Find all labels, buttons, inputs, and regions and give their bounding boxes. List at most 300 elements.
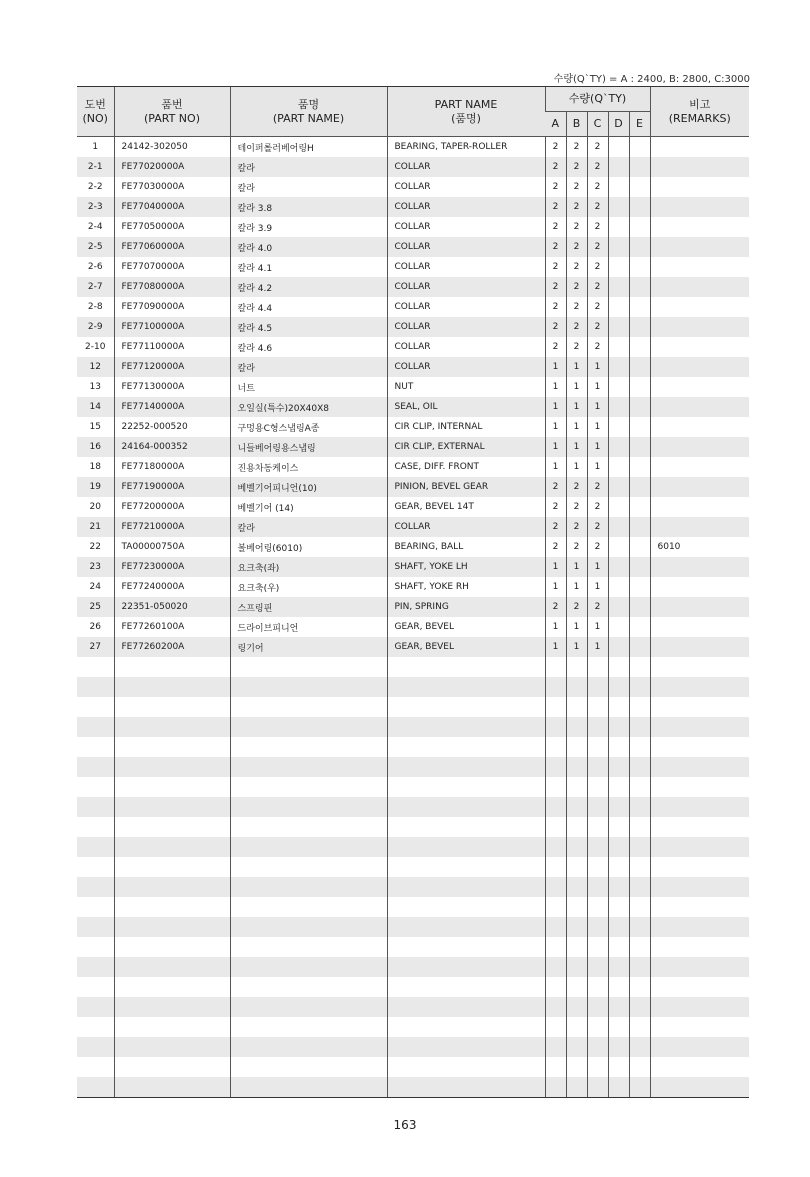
empty-cell xyxy=(114,677,230,697)
cell-no: 22 xyxy=(77,537,114,557)
cell-no: 26 xyxy=(77,617,114,637)
empty-cell xyxy=(608,697,629,717)
empty-cell xyxy=(608,957,629,977)
cell-part-no: 24142-302050 xyxy=(114,137,230,158)
empty-cell xyxy=(114,997,230,1017)
header-qty: 수량(Q`TY) xyxy=(545,87,650,112)
empty-cell xyxy=(566,657,587,677)
empty-cell xyxy=(114,657,230,677)
cell-qty-d xyxy=(608,217,629,237)
table-row xyxy=(77,497,749,517)
header-qty-a: A xyxy=(545,112,566,137)
empty-cell xyxy=(650,1037,749,1057)
empty-cell xyxy=(387,737,545,757)
empty-cell xyxy=(608,717,629,737)
cell-part-no: FE77050000A xyxy=(114,217,230,237)
cell-remarks xyxy=(650,557,749,577)
cell-name-kr: 너트 xyxy=(230,377,387,397)
cell-qty-e xyxy=(629,457,650,477)
cell-qty-b: 1 xyxy=(566,557,587,577)
empty-cell xyxy=(587,717,608,737)
empty-cell xyxy=(566,1077,587,1098)
cell-no: 2-2 xyxy=(77,177,114,197)
table-row xyxy=(77,177,749,197)
cell-qty-c: 1 xyxy=(587,377,608,397)
empty-cell xyxy=(587,1037,608,1057)
cell-qty-c: 1 xyxy=(587,397,608,417)
empty-cell xyxy=(114,857,230,877)
empty-cell xyxy=(608,997,629,1017)
cell-qty-e xyxy=(629,617,650,637)
cell-name-kr: 베벨기어피니언(10) xyxy=(230,477,387,497)
cell-remarks xyxy=(650,197,749,217)
empty-cell xyxy=(230,897,387,917)
cell-part-no: FE77030000A xyxy=(114,177,230,197)
empty-cell xyxy=(650,797,749,817)
empty-cell xyxy=(387,1057,545,1077)
cell-part-no: FE77180000A xyxy=(114,457,230,477)
cell-name-en: PIN, SPRING xyxy=(387,597,545,617)
cell-qty-e xyxy=(629,237,650,257)
cell-no: 2-3 xyxy=(77,197,114,217)
cell-part-no: FE77120000A xyxy=(114,357,230,377)
cell-qty-b: 2 xyxy=(566,317,587,337)
empty-row xyxy=(77,817,749,837)
empty-cell xyxy=(114,1077,230,1098)
cell-qty-e xyxy=(629,477,650,497)
cell-no: 2-4 xyxy=(77,217,114,237)
header-no-kr: 도번 xyxy=(84,97,106,111)
cell-no: 2-7 xyxy=(77,277,114,297)
empty-row xyxy=(77,737,749,757)
empty-cell xyxy=(566,937,587,957)
cell-remarks xyxy=(650,137,749,158)
cell-qty-b: 1 xyxy=(566,617,587,637)
empty-cell xyxy=(230,1037,387,1057)
cell-remarks xyxy=(650,597,749,617)
cell-qty-c: 1 xyxy=(587,617,608,637)
empty-cell xyxy=(566,837,587,857)
empty-cell xyxy=(566,817,587,837)
empty-row xyxy=(77,1057,749,1077)
cell-qty-b: 2 xyxy=(566,197,587,217)
empty-cell xyxy=(77,677,114,697)
empty-cell xyxy=(77,717,114,737)
cell-name-kr: 진용차동케이스 xyxy=(230,457,387,477)
cell-name-en: GEAR, BEVEL xyxy=(387,617,545,637)
empty-cell xyxy=(566,917,587,937)
empty-cell xyxy=(566,977,587,997)
cell-qty-c: 2 xyxy=(587,257,608,277)
empty-cell xyxy=(629,1037,650,1057)
cell-qty-c: 1 xyxy=(587,457,608,477)
cell-qty-d xyxy=(608,497,629,517)
empty-cell xyxy=(608,917,629,937)
cell-qty-a: 1 xyxy=(545,437,566,457)
cell-no: 2-10 xyxy=(77,337,114,357)
cell-qty-a: 2 xyxy=(545,317,566,337)
empty-cell xyxy=(587,697,608,717)
empty-cell xyxy=(545,1077,566,1098)
cell-qty-b: 1 xyxy=(566,437,587,457)
cell-qty-b: 1 xyxy=(566,457,587,477)
cell-remarks xyxy=(650,397,749,417)
cell-remarks xyxy=(650,277,749,297)
cell-no: 2-9 xyxy=(77,317,114,337)
cell-name-kr: 칼라 xyxy=(230,177,387,197)
cell-no: 2-6 xyxy=(77,257,114,277)
empty-cell xyxy=(650,757,749,777)
cell-qty-b: 2 xyxy=(566,517,587,537)
empty-cell xyxy=(650,977,749,997)
empty-cell xyxy=(566,957,587,977)
header-remarks-en: (REMARKS) xyxy=(668,111,731,125)
cell-qty-b: 2 xyxy=(566,277,587,297)
cell-no: 15 xyxy=(77,417,114,437)
header-remarks-kr: 비고 xyxy=(689,97,711,111)
empty-cell xyxy=(114,797,230,817)
cell-remarks xyxy=(650,457,749,477)
cell-qty-b: 1 xyxy=(566,377,587,397)
table-row xyxy=(77,317,749,337)
cell-qty-d xyxy=(608,477,629,497)
header-remarks xyxy=(650,87,749,137)
cell-qty-d xyxy=(608,637,629,657)
cell-name-kr: 링기어 xyxy=(230,637,387,657)
empty-cell xyxy=(387,937,545,957)
cell-name-en: BEARING, TAPER-ROLLER xyxy=(387,137,545,158)
cell-qty-b: 2 xyxy=(566,257,587,277)
cell-no: 20 xyxy=(77,497,114,517)
table-row xyxy=(77,617,749,637)
empty-cell xyxy=(387,677,545,697)
empty-cell xyxy=(545,937,566,957)
empty-cell xyxy=(629,1077,650,1098)
cell-remarks xyxy=(650,477,749,497)
cell-qty-a: 2 xyxy=(545,497,566,517)
table-row xyxy=(77,457,749,477)
empty-cell xyxy=(650,857,749,877)
empty-cell xyxy=(77,1037,114,1057)
empty-cell xyxy=(77,837,114,857)
cell-part-no: FE77060000A xyxy=(114,237,230,257)
cell-name-en: SEAL, OIL xyxy=(387,397,545,417)
empty-cell xyxy=(114,837,230,857)
empty-cell xyxy=(545,1017,566,1037)
empty-cell xyxy=(230,1077,387,1098)
cell-remarks xyxy=(650,317,749,337)
cell-qty-e xyxy=(629,397,650,417)
cell-qty-a: 2 xyxy=(545,157,566,177)
empty-cell xyxy=(545,737,566,757)
empty-cell xyxy=(230,797,387,817)
cell-part-no: FE77130000A xyxy=(114,377,230,397)
cell-qty-d xyxy=(608,317,629,337)
cell-name-en: CASE, DIFF. FRONT xyxy=(387,457,545,477)
empty-cell xyxy=(650,737,749,757)
cell-name-en: COLLAR xyxy=(387,237,545,257)
cell-name-en: GEAR, BEVEL xyxy=(387,637,545,657)
cell-qty-c: 2 xyxy=(587,337,608,357)
table-row xyxy=(77,337,749,357)
empty-row xyxy=(77,997,749,1017)
empty-cell xyxy=(545,837,566,857)
empty-row xyxy=(77,1037,749,1057)
cell-qty-a: 2 xyxy=(545,277,566,297)
empty-cell xyxy=(650,817,749,837)
empty-cell xyxy=(77,777,114,797)
header-qty-e: E xyxy=(629,112,650,137)
empty-cell xyxy=(608,1037,629,1057)
cell-qty-c: 2 xyxy=(587,217,608,237)
cell-qty-d xyxy=(608,157,629,177)
cell-name-kr: 칼라 xyxy=(230,357,387,377)
cell-remarks xyxy=(650,417,749,437)
empty-row xyxy=(77,797,749,817)
cell-qty-b: 2 xyxy=(566,177,587,197)
cell-name-kr: 칼라 3.9 xyxy=(230,217,387,237)
empty-row xyxy=(77,937,749,957)
cell-qty-a: 2 xyxy=(545,537,566,557)
empty-cell xyxy=(650,837,749,857)
empty-cell xyxy=(387,697,545,717)
empty-cell xyxy=(650,717,749,737)
empty-cell xyxy=(545,817,566,837)
table-row xyxy=(77,197,749,217)
cell-remarks xyxy=(650,377,749,397)
empty-cell xyxy=(608,937,629,957)
cell-qty-c: 2 xyxy=(587,137,608,158)
cell-qty-c: 2 xyxy=(587,497,608,517)
cell-qty-c: 2 xyxy=(587,237,608,257)
empty-cell xyxy=(587,677,608,697)
cell-no: 2-5 xyxy=(77,237,114,257)
empty-cell xyxy=(608,897,629,917)
empty-cell xyxy=(77,737,114,757)
cell-remarks xyxy=(650,337,749,357)
empty-cell xyxy=(587,737,608,757)
cell-qty-d xyxy=(608,397,629,417)
cell-qty-e xyxy=(629,217,650,237)
empty-cell xyxy=(608,877,629,897)
cell-name-kr: 칼라 4.6 xyxy=(230,337,387,357)
empty-row xyxy=(77,837,749,857)
cell-name-kr: 구멍용C형스냅링A종 xyxy=(230,417,387,437)
cell-qty-c: 1 xyxy=(587,557,608,577)
empty-cell xyxy=(77,1017,114,1037)
cell-qty-a: 2 xyxy=(545,217,566,237)
empty-row xyxy=(77,897,749,917)
cell-name-en: SHAFT, YOKE RH xyxy=(387,577,545,597)
cell-no: 21 xyxy=(77,517,114,537)
cell-no: 2-8 xyxy=(77,297,114,317)
empty-cell xyxy=(566,797,587,817)
empty-cell xyxy=(77,757,114,777)
empty-cell xyxy=(566,717,587,737)
empty-cell xyxy=(629,837,650,857)
empty-cell xyxy=(650,697,749,717)
header-part-name-kr xyxy=(230,87,387,137)
empty-cell xyxy=(545,957,566,977)
cell-no: 12 xyxy=(77,357,114,377)
header-part-name-en-title: PART NAME xyxy=(434,97,498,111)
empty-cell xyxy=(608,757,629,777)
empty-cell xyxy=(230,757,387,777)
cell-part-no: FE77140000A xyxy=(114,397,230,417)
empty-cell xyxy=(629,797,650,817)
cell-remarks xyxy=(650,257,749,277)
cell-name-en: COLLAR xyxy=(387,257,545,277)
empty-row xyxy=(77,957,749,977)
empty-cell xyxy=(566,777,587,797)
empty-cell xyxy=(587,857,608,877)
empty-cell xyxy=(650,777,749,797)
cell-name-en: COLLAR xyxy=(387,217,545,237)
cell-remarks xyxy=(650,177,749,197)
cell-qty-e xyxy=(629,557,650,577)
cell-name-kr: 드라이브피니언 xyxy=(230,617,387,637)
page-number: 163 xyxy=(393,1118,417,1132)
cell-qty-c: 2 xyxy=(587,197,608,217)
header-qty-b: B xyxy=(566,112,587,137)
cell-no: 24 xyxy=(77,577,114,597)
cell-qty-e xyxy=(629,297,650,317)
header-part-no xyxy=(114,87,230,137)
cell-remarks: 6010 xyxy=(650,537,749,557)
empty-cell xyxy=(387,797,545,817)
empty-cell xyxy=(114,1057,230,1077)
cell-qty-c: 2 xyxy=(587,317,608,337)
empty-cell xyxy=(545,717,566,737)
empty-cell xyxy=(608,817,629,837)
empty-cell xyxy=(587,957,608,977)
cell-qty-e xyxy=(629,277,650,297)
empty-cell xyxy=(77,1057,114,1077)
cell-no: 25 xyxy=(77,597,114,617)
cell-name-kr: 니들베어링용스냅링 xyxy=(230,437,387,457)
cell-part-no: 24164-000352 xyxy=(114,437,230,457)
empty-cell xyxy=(587,897,608,917)
cell-qty-c: 2 xyxy=(587,477,608,497)
cell-name-kr: 칼라 4.1 xyxy=(230,257,387,277)
cell-qty-c: 2 xyxy=(587,597,608,617)
empty-cell xyxy=(387,657,545,677)
empty-row xyxy=(77,717,749,737)
cell-qty-e xyxy=(629,637,650,657)
cell-part-no: 22252-000520 xyxy=(114,417,230,437)
empty-cell xyxy=(77,917,114,937)
empty-cell xyxy=(545,897,566,917)
empty-cell xyxy=(230,1017,387,1037)
cell-qty-b: 1 xyxy=(566,397,587,417)
empty-cell xyxy=(230,677,387,697)
cell-qty-e xyxy=(629,537,650,557)
empty-cell xyxy=(608,977,629,997)
cell-qty-e xyxy=(629,157,650,177)
table-row xyxy=(77,557,749,577)
empty-cell xyxy=(77,997,114,1017)
empty-cell xyxy=(650,997,749,1017)
empty-cell xyxy=(230,697,387,717)
cell-part-no: FE77230000A xyxy=(114,557,230,577)
empty-cell xyxy=(587,977,608,997)
cell-qty-a: 2 xyxy=(545,257,566,277)
table-row xyxy=(77,417,749,437)
cell-qty-e xyxy=(629,437,650,457)
cell-qty-d xyxy=(608,177,629,197)
empty-cell xyxy=(114,917,230,937)
cell-no: 13 xyxy=(77,377,114,397)
empty-cell xyxy=(114,757,230,777)
empty-cell xyxy=(629,1017,650,1037)
cell-qty-b: 1 xyxy=(566,577,587,597)
cell-qty-b: 2 xyxy=(566,137,587,158)
cell-no: 16 xyxy=(77,437,114,457)
empty-cell xyxy=(650,1017,749,1037)
cell-remarks xyxy=(650,517,749,537)
cell-qty-d xyxy=(608,257,629,277)
empty-cell xyxy=(566,757,587,777)
cell-qty-b: 2 xyxy=(566,477,587,497)
cell-qty-e xyxy=(629,317,650,337)
empty-cell xyxy=(545,917,566,937)
empty-cell xyxy=(114,777,230,797)
cell-qty-d xyxy=(608,437,629,457)
cell-remarks xyxy=(650,217,749,237)
table-row xyxy=(77,537,749,557)
cell-qty-e xyxy=(629,517,650,537)
cell-qty-c: 1 xyxy=(587,577,608,597)
empty-row xyxy=(77,877,749,897)
cell-qty-d xyxy=(608,617,629,637)
cell-no: 19 xyxy=(77,477,114,497)
table-row xyxy=(77,277,749,297)
cell-qty-d xyxy=(608,237,629,257)
cell-name-en: COLLAR xyxy=(387,317,545,337)
cell-part-no: FE77080000A xyxy=(114,277,230,297)
table-row xyxy=(77,517,749,537)
empty-cell xyxy=(545,697,566,717)
cell-qty-a: 1 xyxy=(545,357,566,377)
cell-qty-a: 1 xyxy=(545,457,566,477)
cell-name-kr: 칼라 xyxy=(230,157,387,177)
header-part-name-kr-sub: (PART NAME) xyxy=(272,111,345,125)
cell-qty-d xyxy=(608,417,629,437)
empty-row xyxy=(77,977,749,997)
cell-remarks xyxy=(650,157,749,177)
cell-remarks xyxy=(650,577,749,597)
empty-cell xyxy=(230,777,387,797)
cell-qty-d xyxy=(608,277,629,297)
empty-cell xyxy=(587,1017,608,1037)
table-row xyxy=(77,357,749,377)
empty-cell xyxy=(230,857,387,877)
empty-cell xyxy=(230,737,387,757)
cell-qty-e xyxy=(629,497,650,517)
parts-table xyxy=(77,86,749,1098)
empty-cell xyxy=(387,817,545,837)
empty-cell xyxy=(629,857,650,877)
header-no-en: (NO) xyxy=(82,111,108,125)
empty-cell xyxy=(566,697,587,717)
table-row xyxy=(77,437,749,457)
table-row xyxy=(77,577,749,597)
cell-qty-d xyxy=(608,137,629,158)
cell-name-en: PINION, BEVEL GEAR xyxy=(387,477,545,497)
cell-name-en: GEAR, BEVEL 14T xyxy=(387,497,545,517)
empty-cell xyxy=(230,937,387,957)
cell-name-kr: 볼베어링(6010) xyxy=(230,537,387,557)
